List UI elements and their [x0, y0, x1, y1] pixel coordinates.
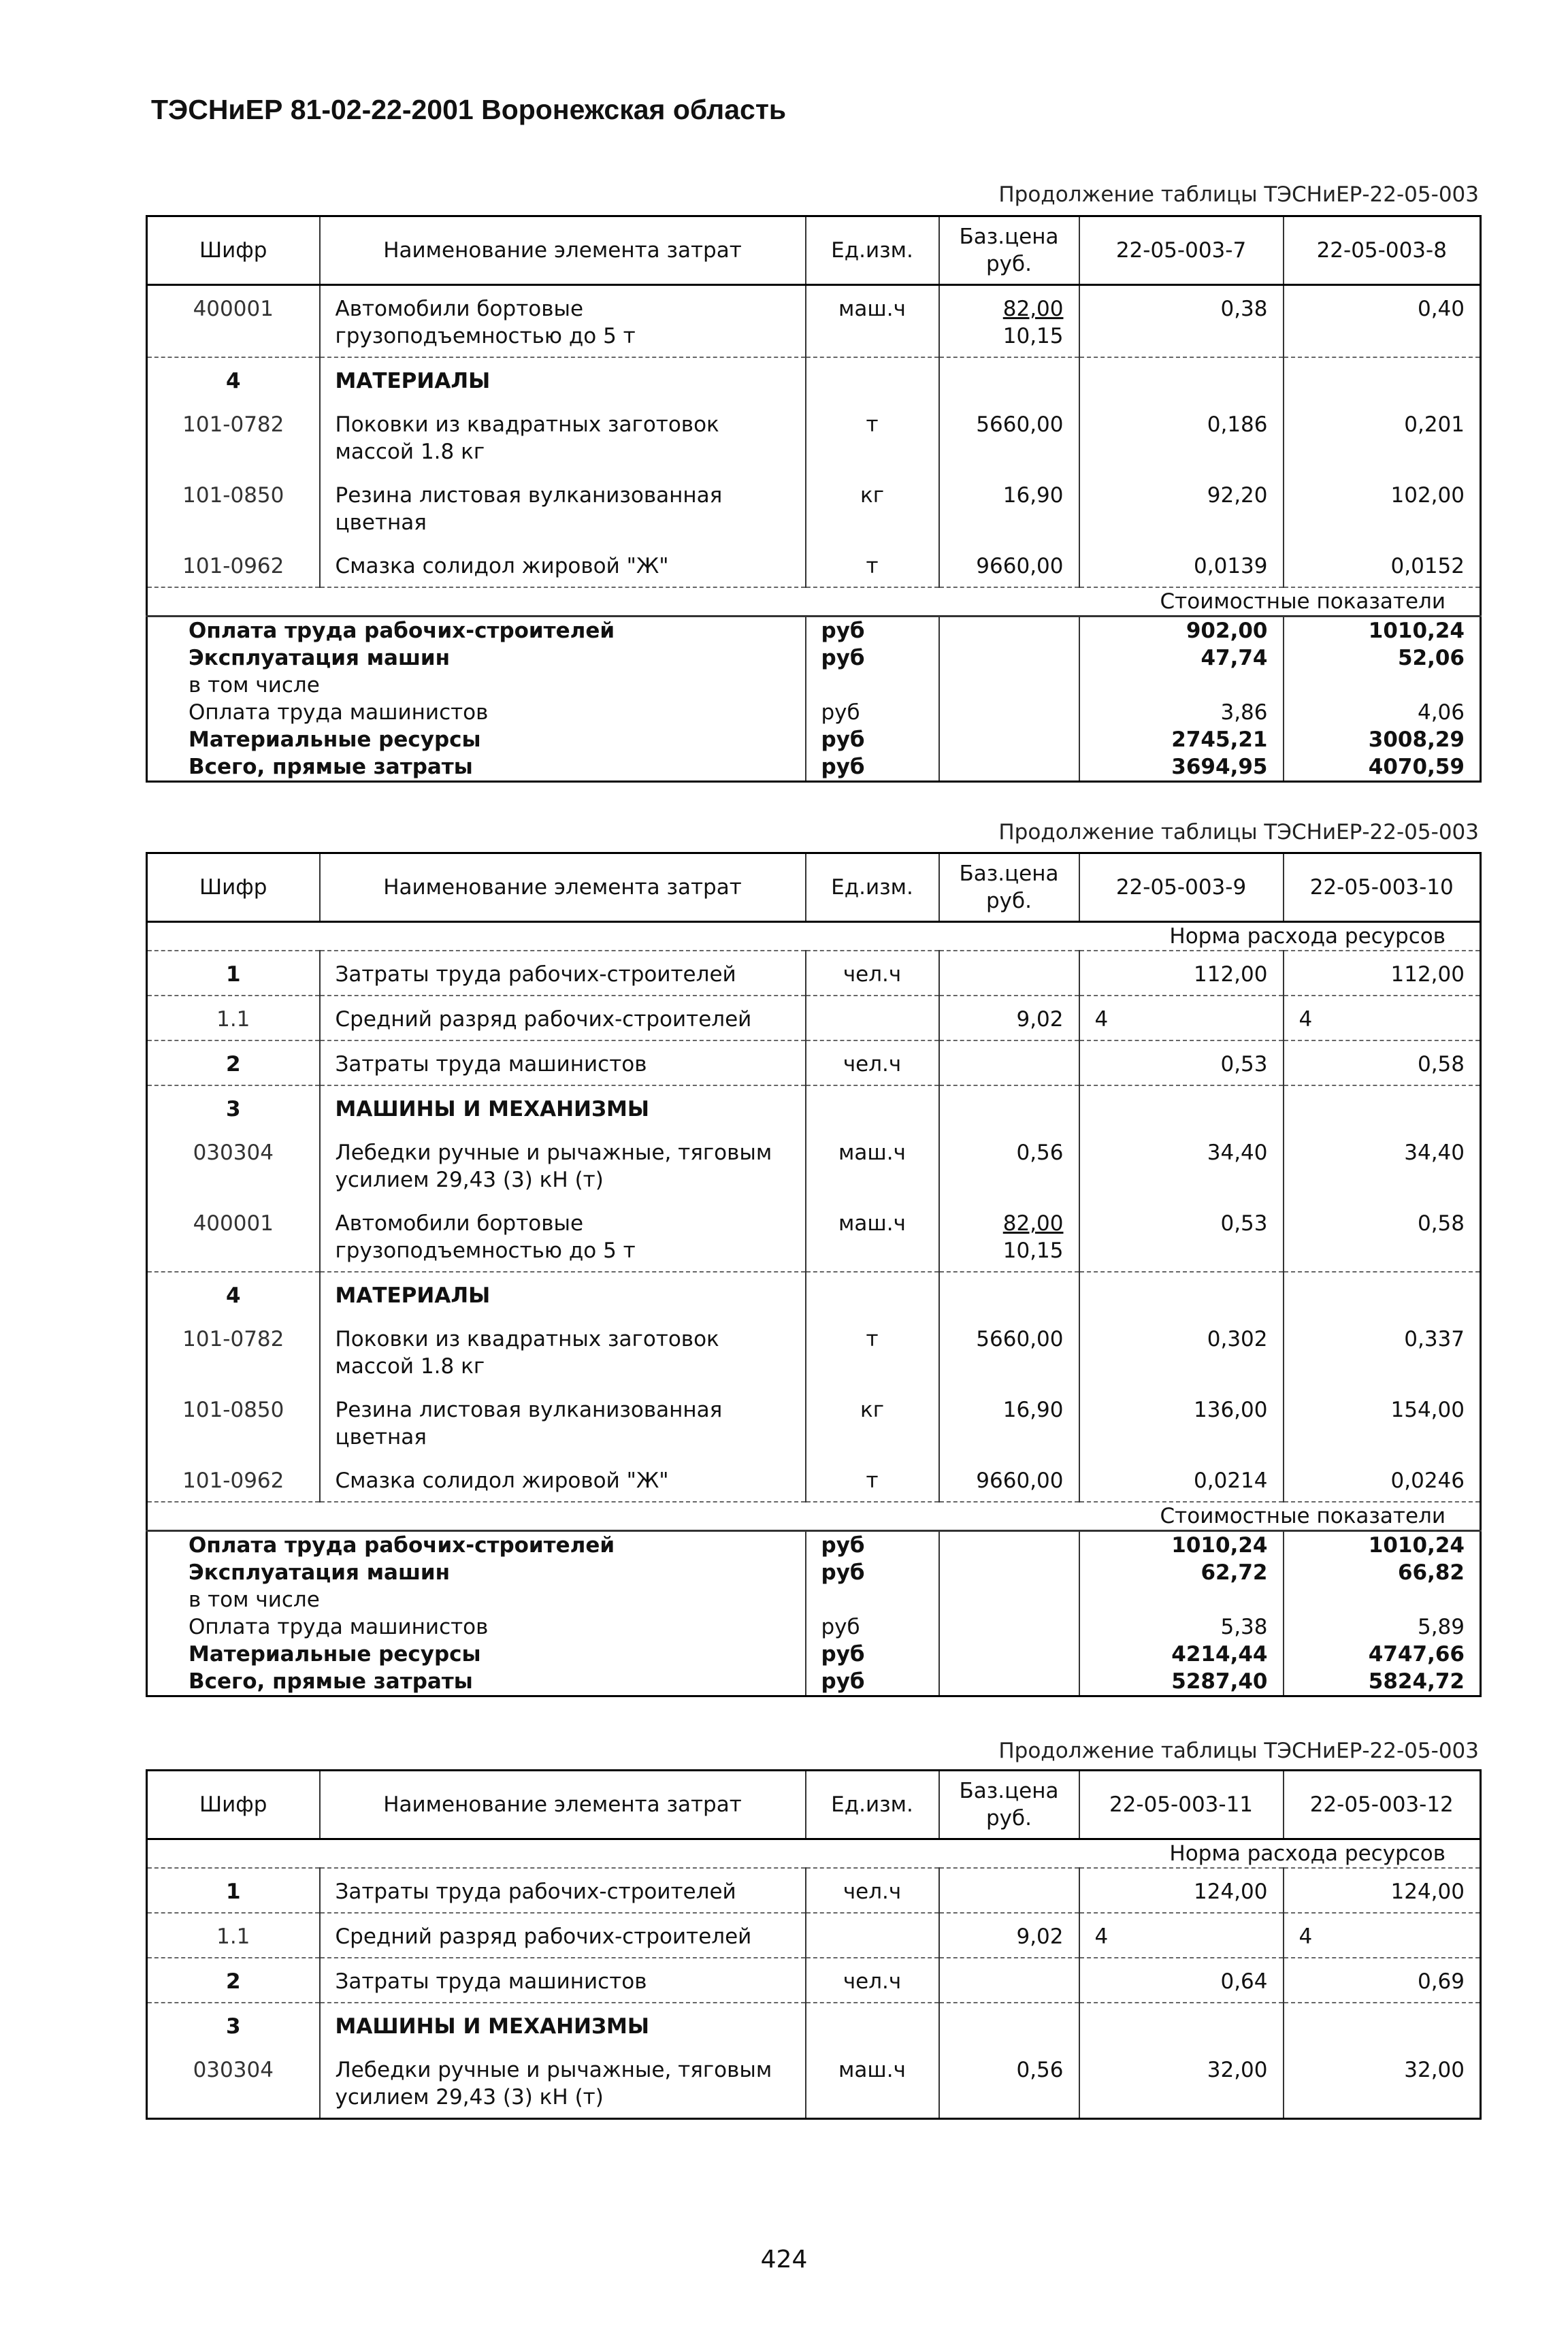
- summary-value-b: 52,06: [1284, 644, 1481, 672]
- summary-row: [147, 1613, 1481, 1641]
- row-price: 16,90: [939, 472, 1079, 543]
- summary-value-b: 5,89: [1284, 1613, 1481, 1641]
- summary-unit: руб: [806, 1613, 939, 1641]
- row-price: 5660,00: [939, 1316, 1079, 1387]
- section-code: 4: [147, 1272, 320, 1316]
- table-row: [147, 1130, 1481, 1200]
- col-header-b: 22-05-003-8: [1284, 216, 1481, 285]
- col-header-price: Баз.цена руб.: [939, 216, 1079, 285]
- summary-value-b: 66,82: [1284, 1559, 1481, 1586]
- row-name: Смазка солидол жировой "Ж": [320, 1458, 806, 1502]
- row-price: 0,56: [939, 1130, 1079, 1200]
- row-unit: чел.ч: [806, 951, 939, 996]
- row-name: Автомобили бортовые грузоподъемностью до 5 т: [320, 1200, 806, 1272]
- row-name: Средний разряд рабочих-строителей: [320, 1913, 806, 1958]
- col-header-price: Баз.цена руб.: [939, 853, 1079, 922]
- summary-name: Всего, прямые затраты: [189, 755, 473, 779]
- row-price: 9,02: [939, 996, 1079, 1040]
- price-bottom: 10,15: [1002, 324, 1064, 348]
- summary-value-a: 47,74: [1079, 644, 1284, 672]
- table-row: [147, 401, 1481, 472]
- row-unit: т: [806, 1458, 939, 1502]
- row-code: 1.1: [147, 1913, 320, 1958]
- row-unit: маш.ч: [806, 285, 939, 358]
- page-header: ТЭСНиЕР 81-02-22-2001 Воронежская область: [151, 94, 787, 125]
- section-code: 3: [147, 2003, 320, 2047]
- row-name: Поковки из квадратных заготовок массой 1.8 кг: [320, 401, 806, 472]
- summary-name: в том числе: [189, 673, 320, 697]
- band-row: [147, 1502, 1481, 1531]
- row-unit: т: [806, 401, 939, 472]
- row-value-b: 0,69: [1284, 1958, 1481, 2003]
- row-price: [939, 285, 1079, 358]
- row-value-a: 112,00: [1079, 951, 1284, 996]
- summary-name: Оплата труда машинистов: [189, 700, 489, 725]
- row-value-a: 32,00: [1079, 2047, 1284, 2119]
- row-value-a: 0,53: [1079, 1200, 1284, 1272]
- row-name: Автомобили бортовые грузоподъемностью до 5 т: [320, 285, 806, 358]
- col-header-code: Шифр: [147, 216, 320, 285]
- summary-unit: руб: [806, 699, 939, 726]
- summary-name: Эксплуатация машин: [189, 646, 451, 670]
- summary-name: Всего, прямые затраты: [189, 1669, 473, 1694]
- summary-name: Оплата труда рабочих-строителей: [147, 617, 806, 645]
- row-value-b: 0,40: [1284, 285, 1481, 358]
- page-number: 424: [760, 2246, 808, 2274]
- table-caption: Продолжение таблицы ТЭСНиЕР-22-05-003: [998, 820, 1479, 844]
- row-value-a: 0,38: [1079, 285, 1284, 358]
- summary-row: [147, 617, 1481, 645]
- summary-value-b: 4,06: [1284, 699, 1481, 726]
- col-header-a: 22-05-003-11: [1079, 1771, 1284, 1839]
- row-name: Средний разряд рабочих-строителей: [320, 996, 806, 1040]
- summary-value-a: 62,72: [1079, 1559, 1284, 1586]
- summary-value-b: 4070,59: [1284, 753, 1481, 782]
- summary-row: [147, 672, 1481, 699]
- section-title: МАТЕРИАЛЫ: [320, 357, 806, 401]
- summary-row: [147, 644, 1481, 672]
- row-price: 9,02: [939, 1913, 1079, 1958]
- summary-name: Материальные ресурсы: [189, 1642, 481, 1667]
- table-row: [147, 285, 1481, 358]
- table-row: [147, 2047, 1481, 2119]
- summary-value-a: 2745,21: [1079, 726, 1284, 753]
- summary-unit: руб: [806, 726, 939, 753]
- summary-name: в том числе: [189, 1588, 320, 1612]
- section-row: [147, 1085, 1481, 1130]
- summary-row: [147, 1668, 1481, 1696]
- row-unit: чел.ч: [806, 1868, 939, 1913]
- section-title: МАТЕРИАЛЫ: [320, 1272, 806, 1316]
- price-top: 82,00: [1002, 1211, 1064, 1236]
- row-unit: кг: [806, 472, 939, 543]
- row-value-b: 0,0246: [1284, 1458, 1481, 1502]
- summary-unit: руб: [806, 1668, 939, 1696]
- row-value-b: 4: [1284, 1913, 1481, 1958]
- row-value-a: 124,00: [1079, 1868, 1284, 1913]
- section-code: 3: [147, 1085, 320, 1130]
- row-code: 1: [147, 951, 320, 996]
- row-code: 030304: [193, 2058, 274, 2082]
- row-code: 400001: [193, 297, 274, 321]
- table-row: [147, 1040, 1481, 1085]
- summary-name: Оплата труда машинистов: [189, 1615, 489, 1639]
- summary-unit: руб: [806, 1641, 939, 1668]
- summary-value-b: 3008,29: [1284, 726, 1481, 753]
- norm-table-2: [146, 852, 1482, 1697]
- summary-row: [147, 1586, 1481, 1613]
- table-row: [147, 1387, 1481, 1458]
- row-unit: т: [806, 543, 939, 587]
- row-value-a: 92,20: [1079, 472, 1284, 543]
- summary-unit: руб: [806, 753, 939, 782]
- row-value-b: 32,00: [1284, 2047, 1481, 2119]
- row-price: 0,56: [939, 2047, 1079, 2119]
- row-code: 101-0962: [182, 1468, 284, 1493]
- row-value-a: 0,0214: [1079, 1458, 1284, 1502]
- row-code: 1.1: [147, 996, 320, 1040]
- summary-value-a: 4214,44: [1079, 1641, 1284, 1668]
- row-unit: маш.ч: [806, 1200, 939, 1272]
- row-unit: маш.ч: [806, 2047, 939, 2119]
- row-name: Поковки из квадратных заготовок массой 1.8 кг: [320, 1316, 806, 1387]
- row-value-b: 154,00: [1284, 1387, 1481, 1458]
- row-code: 2: [147, 1040, 320, 1085]
- col-header-b: 22-05-003-10: [1284, 853, 1481, 922]
- summary-value-b: 1010,24: [1284, 1531, 1481, 1560]
- band-row: [147, 587, 1481, 617]
- summary-row: [147, 1531, 1481, 1560]
- row-value-b: 112,00: [1284, 951, 1481, 996]
- row-value-a: 4: [1079, 1913, 1284, 1958]
- row-value-a: 136,00: [1079, 1387, 1284, 1458]
- row-value-a: 0,302: [1079, 1316, 1284, 1387]
- row-unit: т: [806, 1316, 939, 1387]
- band-label: Норма расхода ресурсов: [1169, 1841, 1446, 1866]
- table-row: [147, 472, 1481, 543]
- summary-value-b: 1010,24: [1284, 617, 1481, 645]
- row-unit: кг: [806, 1387, 939, 1458]
- table-row: [147, 1458, 1481, 1502]
- norm-table-3: [146, 1769, 1482, 2120]
- summary-row: [147, 726, 1481, 753]
- row-name: Лебедки ручные и рычажные, тяговым усилием 29,43 (3) кН (т): [320, 2047, 806, 2119]
- row-value-a: 34,40: [1079, 1130, 1284, 1200]
- table-caption: Продолжение таблицы ТЭСНиЕР-22-05-003: [998, 1739, 1479, 1763]
- row-value-b: 0,201: [1284, 401, 1481, 472]
- section-title: МАШИНЫ И МЕХАНИЗМЫ: [320, 1085, 806, 1130]
- row-name: Лебедки ручные и рычажные, тяговым усилием 29,43 (3) кН (т): [320, 1130, 806, 1200]
- table-row: [147, 543, 1481, 587]
- col-header-code: Шифр: [147, 853, 320, 922]
- section-code: 4: [147, 357, 320, 401]
- row-value-a: 0,0139: [1079, 543, 1284, 587]
- table-row: [147, 1958, 1481, 2003]
- band-label: Стоимостные показатели: [147, 587, 1481, 617]
- row-unit: маш.ч: [806, 1130, 939, 1200]
- row-code: 1: [147, 1868, 320, 1913]
- table-row: [147, 951, 1481, 996]
- row-value-b: 0,58: [1284, 1200, 1481, 1272]
- row-unit: чел.ч: [806, 1040, 939, 1085]
- row-value-b: 102,00: [1284, 472, 1481, 543]
- row-code: 101-0782: [182, 412, 284, 437]
- col-header-name: Наименование элемента затрат: [320, 1771, 806, 1839]
- row-name: Резина листовая вулканизованная цветная: [320, 472, 806, 543]
- row-code: 2: [147, 1958, 320, 2003]
- row-value-a: 0,53: [1079, 1040, 1284, 1085]
- row-value-b: 0,0152: [1284, 543, 1481, 587]
- col-header-b: 22-05-003-12: [1284, 1771, 1481, 1839]
- summary-row: [147, 1559, 1481, 1586]
- row-value-a: 0,186: [1079, 401, 1284, 472]
- summary-value-a: 5287,40: [1079, 1668, 1284, 1696]
- col-header-name: Наименование элемента затрат: [320, 216, 806, 285]
- table-row: [147, 1913, 1481, 1958]
- col-header-code: Шифр: [147, 1771, 320, 1839]
- summary-name: Материальные ресурсы: [189, 727, 481, 752]
- row-code: 101-0850: [182, 483, 284, 508]
- row-code: 030304: [193, 1140, 274, 1165]
- row-name: Затраты труда рабочих-строителей: [320, 1868, 806, 1913]
- row-value-b: 0,58: [1284, 1040, 1481, 1085]
- row-price: 9660,00: [939, 543, 1079, 587]
- row-value-a: 0,64: [1079, 1958, 1284, 2003]
- row-code: 400001: [193, 1211, 274, 1236]
- row-name: Резина листовая вулканизованная цветная: [320, 1387, 806, 1458]
- summary-row: [147, 699, 1481, 726]
- row-code: 101-0962: [182, 554, 284, 578]
- summary-value-a: 1010,24: [1079, 1531, 1284, 1560]
- band-row: [147, 1839, 1481, 1869]
- col-header-unit: Ед.изм.: [806, 216, 939, 285]
- price-top: 82,00: [1002, 297, 1064, 321]
- summary-unit: руб: [806, 1559, 939, 1586]
- summary-value-b: 5824,72: [1284, 1668, 1481, 1696]
- row-code: 101-0782: [182, 1327, 284, 1351]
- col-header-unit: Ед.изм.: [806, 1771, 939, 1839]
- col-header-a: 22-05-003-7: [1079, 216, 1284, 285]
- col-header-name: Наименование элемента затрат: [320, 853, 806, 922]
- summary-value-a: 3694,95: [1079, 753, 1284, 782]
- summary-name: Эксплуатация машин: [189, 1560, 451, 1585]
- row-code: 101-0850: [182, 1398, 284, 1422]
- section-row: [147, 2003, 1481, 2047]
- summary-unit: руб: [806, 617, 939, 645]
- table-row: [147, 1868, 1481, 1913]
- row-price: 9660,00: [939, 1458, 1079, 1502]
- band-label: Стоимостные показатели: [147, 1502, 1481, 1531]
- row-price: 16,90: [939, 1387, 1079, 1458]
- summary-value-a: 3,86: [1079, 699, 1284, 726]
- section-row: [147, 357, 1481, 401]
- col-header-unit: Ед.изм.: [806, 853, 939, 922]
- table-row: [147, 1316, 1481, 1387]
- row-name: Затраты труда рабочих-строителей: [320, 951, 806, 996]
- row-unit: чел.ч: [806, 1958, 939, 2003]
- section-row: [147, 1272, 1481, 1316]
- summary-unit: руб: [806, 644, 939, 672]
- row-name: Затраты труда машинистов: [320, 1958, 806, 2003]
- row-value-b: 0,337: [1284, 1316, 1481, 1387]
- table-caption: Продолжение таблицы ТЭСНиЕР-22-05-003: [998, 182, 1479, 207]
- table-row: [147, 1200, 1481, 1272]
- row-name: Затраты труда машинистов: [320, 1040, 806, 1085]
- row-price: 5660,00: [939, 401, 1079, 472]
- norm-table-1: [146, 215, 1482, 783]
- summary-name: Оплата труда рабочих-строителей: [147, 1531, 806, 1560]
- row-value-a: 4: [1079, 996, 1284, 1040]
- summary-row: [147, 1641, 1481, 1668]
- col-header-a: 22-05-003-9: [1079, 853, 1284, 922]
- row-value-b: 34,40: [1284, 1130, 1481, 1200]
- price-bottom: 10,15: [1002, 1238, 1064, 1263]
- summary-value-a: 5,38: [1079, 1613, 1284, 1641]
- section-title: МАШИНЫ И МЕХАНИЗМЫ: [320, 2003, 806, 2047]
- summary-value-a: 902,00: [1079, 617, 1284, 645]
- row-name: Смазка солидол жировой "Ж": [320, 543, 806, 587]
- row-value-b: 4: [1284, 996, 1481, 1040]
- row-value-b: 124,00: [1284, 1868, 1481, 1913]
- summary-unit: руб: [806, 1531, 939, 1560]
- col-header-price: Баз.цена руб.: [939, 1771, 1079, 1839]
- table-row: [147, 996, 1481, 1040]
- band-row: [147, 922, 1481, 951]
- summary-row: [147, 753, 1481, 782]
- summary-value-b: 4747,66: [1284, 1641, 1481, 1668]
- row-price: [939, 1200, 1079, 1272]
- band-label: Норма расхода ресурсов: [1169, 924, 1446, 949]
